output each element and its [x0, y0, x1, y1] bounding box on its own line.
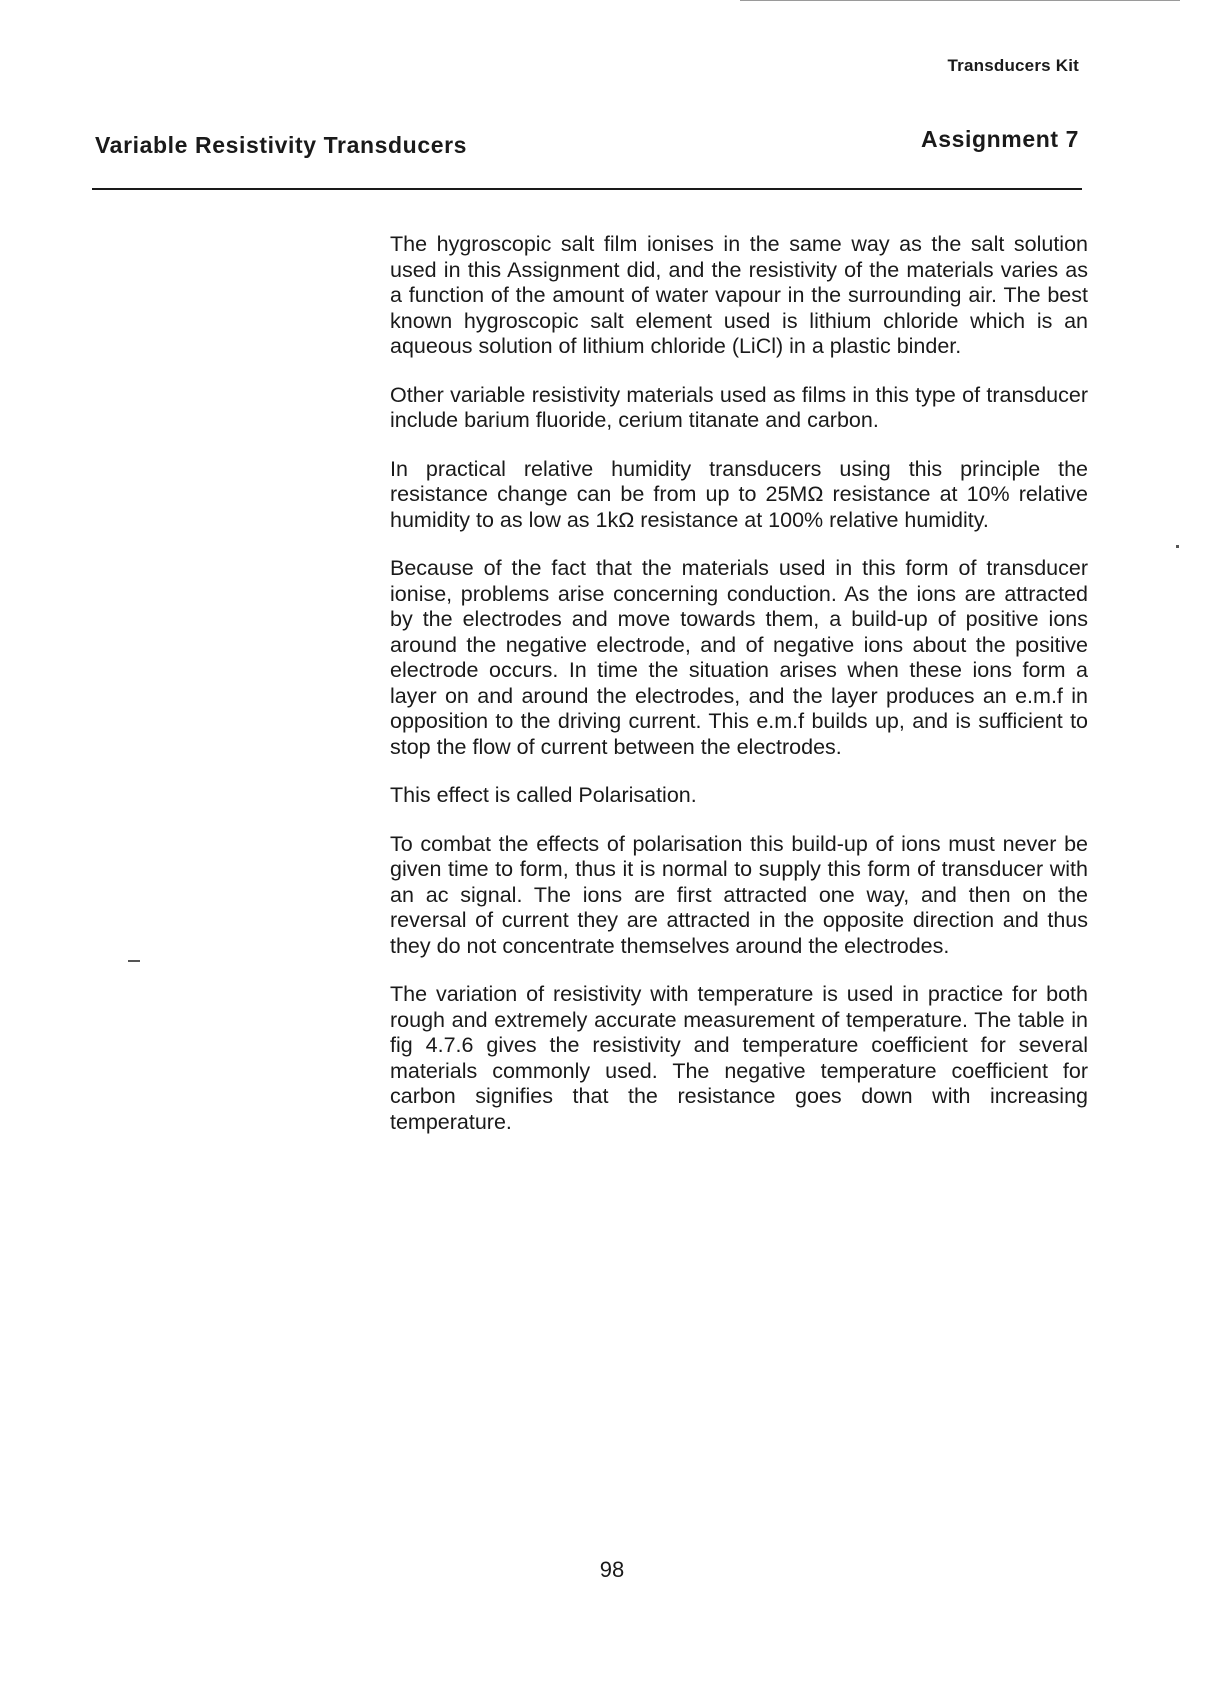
- assignment-label: Assignment 7: [920, 126, 1079, 152]
- paragraph-practical-transducers: In practical relative humidity transducers using this principle the resistance change can be from up to 25MΩ resistance at 10% relative humidity to as low as 1kΩ resistance at 100% relative humidity.: [390, 456, 1088, 532]
- running-header: Transducers Kit: [947, 56, 1079, 75]
- paragraph-polarisation: This effect is called Polarisation.: [390, 783, 697, 807]
- body-text: [390, 232, 1088, 1158]
- paragraph-ac-signal: To combat the effects of polarisation this build-up of ions must never be given time to form, thus it is normal to supply this form of transducer with an ac signal. The ions are first attracted one way, and then on the reversal of current they are attracted in the opposite direction and thus they do not concentrate themselves around the electrodes.: [390, 831, 1088, 958]
- header-divider: [92, 188, 1082, 190]
- page-number: 98: [599, 1557, 625, 1582]
- top-scan-rule: [740, 0, 1180, 1]
- scan-speck: [128, 960, 140, 962]
- paragraph-other-materials: Other variable resistivity materials used as films in this type of transducer include barium fluoride, cerium titanate and carbon.: [390, 382, 1088, 432]
- paragraph-conduction-problems: Because of the fact that the materials used in this form of transducer ionise, problems arise concerning conduction. As the ions are attracted by the electrodes and move towards them, a build-up of positive ions around the negative electrode, and of negative ions about the positive electrode occurs. In time the situation arises when these ions form a layer on and around the electrodes, and the layer produces an e.m.f in opposition to the driving current. This e.m.f builds up, and is sufficient to stop the flow of current between the electrodes.: [390, 556, 1088, 759]
- paragraph-temperature: The variation of resistivity with temperature is used in practice for both rough and extremely accurate measurement of temperature. The table in fig 4.7.6 gives the resistivity and temperature coefficient for several materials commonly used. The negative temperature coefficient for carbon signifies that the resistance goes down with increasing temperature.: [390, 982, 1088, 1134]
- section-title: Variable Resistivity Transducers: [95, 132, 468, 158]
- scan-speck: [1176, 545, 1179, 548]
- paragraph-hygroscopic-film: The hygroscopic salt film ionises in the same way as the salt solution used in this Assignment did, and the resistivity of the materials varies as a function of the amount of water vapour in the surrounding air. The best known hygroscopic salt element used is lithium chloride which is an aqueous solution of lithium chloride (LiCl) in a plastic binder.: [390, 232, 1088, 358]
